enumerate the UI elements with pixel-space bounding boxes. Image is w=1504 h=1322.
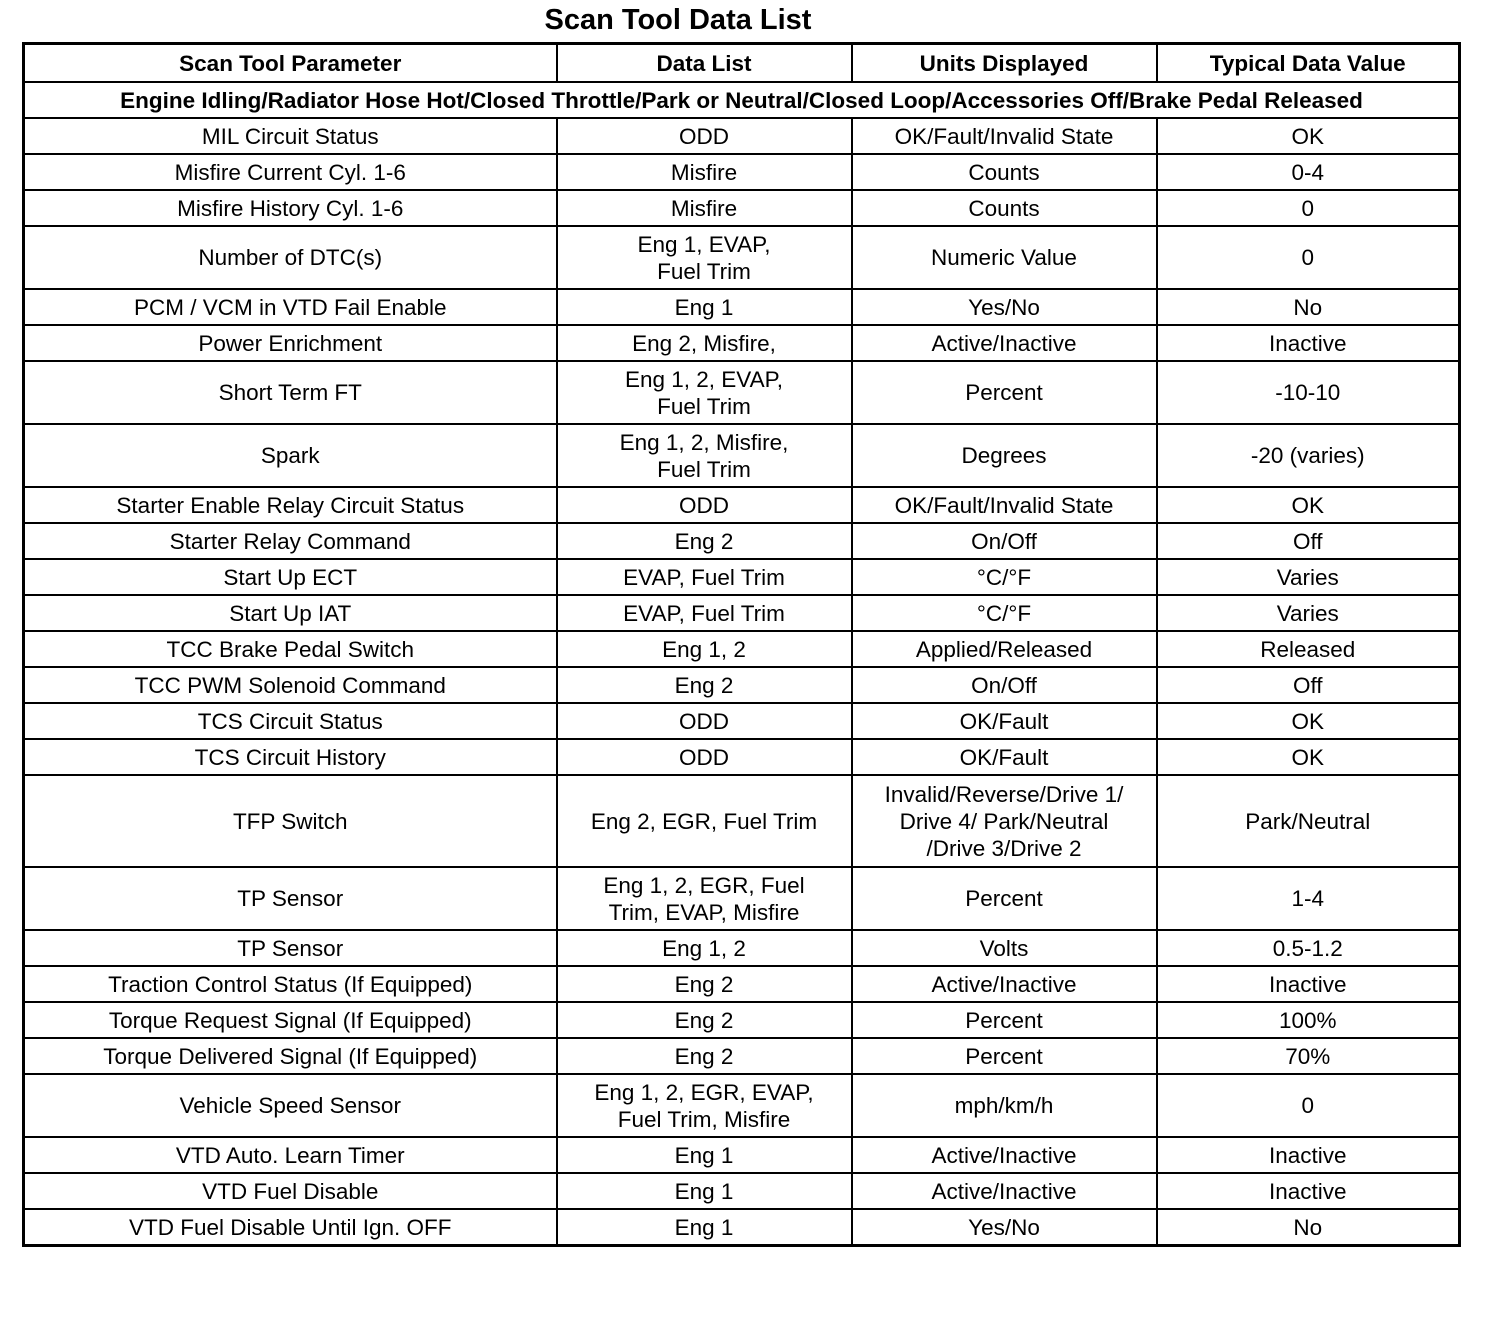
data-list-cell: Eng 2 xyxy=(557,523,852,559)
data-list-cell: Misfire xyxy=(557,190,852,226)
typical-value-cell: Inactive xyxy=(1157,1173,1460,1209)
units-cell: °C/°F xyxy=(852,559,1157,595)
data-list-cell: EVAP, Fuel Trim xyxy=(557,595,852,631)
parameter-cell: Number of DTC(s) xyxy=(24,226,557,289)
table-row xyxy=(24,631,1460,667)
parameter-cell: Vehicle Speed Sensor xyxy=(24,1074,557,1137)
parameter-cell: Power Enrichment xyxy=(24,325,557,361)
table-row xyxy=(24,325,1460,361)
units-cell: Degrees xyxy=(852,424,1157,487)
units-cell: Yes/No xyxy=(852,289,1157,325)
units-cell: °C/°F xyxy=(852,595,1157,631)
typical-value-cell: Off xyxy=(1157,523,1460,559)
units-cell: Percent xyxy=(852,1038,1157,1074)
typical-value-cell: Varies xyxy=(1157,595,1460,631)
units-cell: OK/Fault xyxy=(852,703,1157,739)
table-row xyxy=(24,1173,1460,1209)
parameter-cell: Start Up IAT xyxy=(24,595,557,631)
condition-row xyxy=(24,82,1460,118)
units-cell: OK/Fault/Invalid State xyxy=(852,487,1157,523)
data-list-cell: Eng 1 xyxy=(557,1209,852,1246)
data-list-cell: Eng 2 xyxy=(557,667,852,703)
table-row xyxy=(24,1209,1460,1246)
data-list-cell: Eng 1, 2, Misfire, Fuel Trim xyxy=(557,424,852,487)
units-cell: Applied/Released xyxy=(852,631,1157,667)
parameter-cell: TP Sensor xyxy=(24,867,557,930)
parameter-cell: Start Up ECT xyxy=(24,559,557,595)
data-list-cell: Eng 1, 2, EVAP, Fuel Trim xyxy=(557,361,852,424)
typical-value-cell: 0-4 xyxy=(1157,154,1460,190)
parameter-cell: Torque Request Signal (If Equipped) xyxy=(24,1002,557,1038)
table-row xyxy=(24,739,1460,775)
table-row xyxy=(24,1137,1460,1173)
units-cell: Counts xyxy=(852,154,1157,190)
table-row xyxy=(24,487,1460,523)
parameter-cell: TCC PWM Solenoid Command xyxy=(24,667,557,703)
parameter-cell: Misfire History Cyl. 1-6 xyxy=(24,190,557,226)
table-row xyxy=(24,559,1460,595)
parameter-cell: PCM / VCM in VTD Fail Enable xyxy=(24,289,557,325)
table-row xyxy=(24,118,1460,154)
test-condition: Engine Idling/Radiator Hose Hot/Closed Throttle/Park or Neutral/Closed Loop/Accessories Off/Brake Pedal Released xyxy=(24,82,1460,118)
typical-value-cell: OK xyxy=(1157,739,1460,775)
table-row xyxy=(24,226,1460,289)
data-list-cell: Misfire xyxy=(557,154,852,190)
typical-value-cell: 100% xyxy=(1157,1002,1460,1038)
typical-value-cell: 1-4 xyxy=(1157,867,1460,930)
units-cell: Active/Inactive xyxy=(852,325,1157,361)
table-row xyxy=(24,424,1460,487)
units-cell: On/Off xyxy=(852,523,1157,559)
parameter-cell: TFP Switch xyxy=(24,775,557,867)
data-list-cell: Eng 2 xyxy=(557,966,852,1002)
table-row xyxy=(24,667,1460,703)
data-list-cell: ODD xyxy=(557,487,852,523)
typical-value-cell: OK xyxy=(1157,118,1460,154)
table-row xyxy=(24,523,1460,559)
table-row xyxy=(24,361,1460,424)
data-list-cell: EVAP, Fuel Trim xyxy=(557,559,852,595)
typical-value-cell: OK xyxy=(1157,487,1460,523)
parameter-cell: TCC Brake Pedal Switch xyxy=(24,631,557,667)
data-list-cell: Eng 1 xyxy=(557,1173,852,1209)
header-scan-tool-parameter: Scan Tool Parameter xyxy=(24,44,557,83)
table-row xyxy=(24,966,1460,1002)
scan-tool-data-table xyxy=(22,42,1461,1247)
data-list-cell: ODD xyxy=(557,739,852,775)
data-list-cell: Eng 2 xyxy=(557,1038,852,1074)
table-row xyxy=(24,1074,1460,1137)
header-typical-data-value: Typical Data Value xyxy=(1157,44,1460,83)
typical-value-cell: 0.5-1.2 xyxy=(1157,930,1460,966)
header-units-displayed: Units Displayed xyxy=(852,44,1157,83)
parameter-cell: VTD Auto. Learn Timer xyxy=(24,1137,557,1173)
data-list-cell: Eng 1, 2, EGR, Fuel Trim, EVAP, Misfire xyxy=(557,867,852,930)
data-list-cell: Eng 1 xyxy=(557,1137,852,1173)
parameter-cell: Misfire Current Cyl. 1-6 xyxy=(24,154,557,190)
table-row xyxy=(24,703,1460,739)
table-row xyxy=(24,190,1460,226)
units-cell: Percent xyxy=(852,867,1157,930)
typical-value-cell: Inactive xyxy=(1157,966,1460,1002)
parameter-cell: TCS Circuit History xyxy=(24,739,557,775)
typical-value-cell: Released xyxy=(1157,631,1460,667)
data-list-cell: Eng 1, 2 xyxy=(557,631,852,667)
table-row xyxy=(24,595,1460,631)
data-list-cell: Eng 2, EGR, Fuel Trim xyxy=(557,775,852,867)
units-cell: Active/Inactive xyxy=(852,1173,1157,1209)
data-list-cell: Eng 2 xyxy=(557,1002,852,1038)
typical-value-cell: Park/Neutral xyxy=(1157,775,1460,867)
table-row xyxy=(24,289,1460,325)
parameter-cell: TP Sensor xyxy=(24,930,557,966)
units-cell: Active/Inactive xyxy=(852,1137,1157,1173)
units-cell: Percent xyxy=(852,1002,1157,1038)
parameter-cell: VTD Fuel Disable xyxy=(24,1173,557,1209)
typical-value-cell: -10-10 xyxy=(1157,361,1460,424)
table-row xyxy=(24,1038,1460,1074)
parameter-cell: Starter Enable Relay Circuit Status xyxy=(24,487,557,523)
typical-value-cell: Inactive xyxy=(1157,1137,1460,1173)
data-list-cell: ODD xyxy=(557,703,852,739)
table-row xyxy=(24,154,1460,190)
units-cell: mph/km/h xyxy=(852,1074,1157,1137)
data-list-cell: Eng 1 xyxy=(557,289,852,325)
units-cell: Yes/No xyxy=(852,1209,1157,1246)
typical-value-cell: No xyxy=(1157,1209,1460,1246)
header-data-list: Data List xyxy=(557,44,852,83)
units-cell: OK/Fault xyxy=(852,739,1157,775)
parameter-cell: Traction Control Status (If Equipped) xyxy=(24,966,557,1002)
units-cell: Volts xyxy=(852,930,1157,966)
parameter-cell: Starter Relay Command xyxy=(24,523,557,559)
data-list-cell: Eng 1, 2 xyxy=(557,930,852,966)
parameter-cell: MIL Circuit Status xyxy=(24,118,557,154)
units-cell: OK/Fault/Invalid State xyxy=(852,118,1157,154)
parameter-cell: VTD Fuel Disable Until Ign. OFF xyxy=(24,1209,557,1246)
parameter-cell: Spark xyxy=(24,424,557,487)
typical-value-cell: -20 (varies) xyxy=(1157,424,1460,487)
typical-value-cell: Varies xyxy=(1157,559,1460,595)
units-cell: On/Off xyxy=(852,667,1157,703)
units-cell: Counts xyxy=(852,190,1157,226)
data-list-cell: Eng 1, 2, EGR, EVAP, Fuel Trim, Misfire xyxy=(557,1074,852,1137)
typical-value-cell: No xyxy=(1157,289,1460,325)
typical-value-cell: 0 xyxy=(1157,226,1460,289)
data-list-cell: Eng 1, EVAP, Fuel Trim xyxy=(557,226,852,289)
units-cell: Active/Inactive xyxy=(852,966,1157,1002)
typical-value-cell: 0 xyxy=(1157,1074,1460,1137)
parameter-cell: Short Term FT xyxy=(24,361,557,424)
parameter-cell: Torque Delivered Signal (If Equipped) xyxy=(24,1038,557,1074)
table-row xyxy=(24,775,1460,867)
data-list-cell: ODD xyxy=(557,118,852,154)
units-cell: Percent xyxy=(852,361,1157,424)
typical-value-cell: Inactive xyxy=(1157,325,1460,361)
table-row xyxy=(24,1002,1460,1038)
typical-value-cell: 0 xyxy=(1157,190,1460,226)
page-title: Scan Tool Data List xyxy=(544,4,812,36)
typical-value-cell: Off xyxy=(1157,667,1460,703)
parameter-cell: TCS Circuit Status xyxy=(24,703,557,739)
table-row xyxy=(24,867,1460,930)
units-cell: Invalid/Reverse/Drive 1/ Drive 4/ Park/Neutral /Drive 3/Drive 2 xyxy=(852,775,1157,867)
typical-value-cell: 70% xyxy=(1157,1038,1460,1074)
typical-value-cell: OK xyxy=(1157,703,1460,739)
data-list-cell: Eng 2, Misfire, xyxy=(557,325,852,361)
header-row xyxy=(24,44,1460,83)
units-cell: Numeric Value xyxy=(852,226,1157,289)
table-row xyxy=(24,930,1460,966)
